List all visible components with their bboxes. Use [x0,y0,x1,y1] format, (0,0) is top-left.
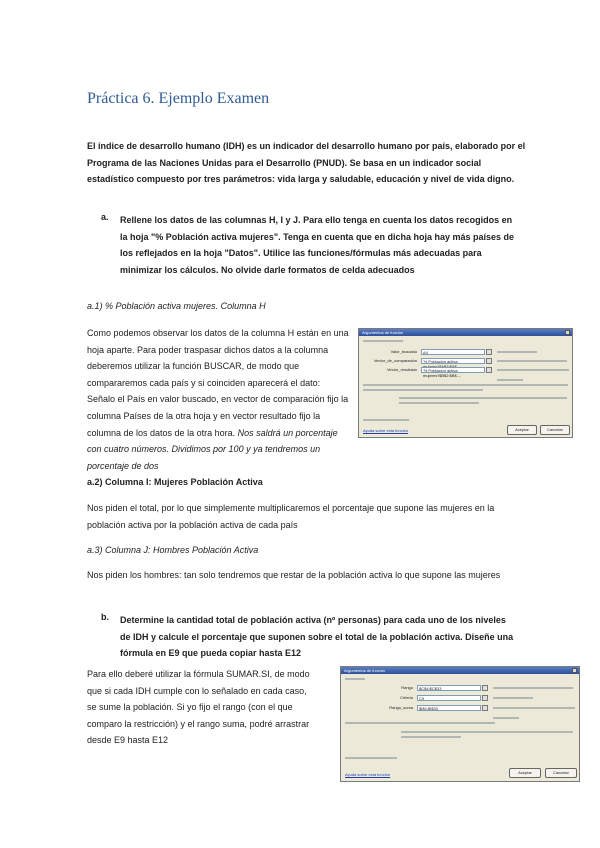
section-a1-text: Como podemos observar los datos de la columna H están en una hoja aparte. Para poder traspasar dichos datos a la columna deberemos utilizar la función BUSCAR, de modo que compararemos cada país y si coinciden aparecerá el dato: Señalo el País en valor buscado, en vector de comparación fijo la columna Países de la otra hoja y en vector resultado fijo la columna de los datos de la otra hora. [87,328,349,438]
ok-button[interactable]: Aceptar [509,768,541,778]
collapse-icon[interactable] [482,685,488,691]
item-b-marker: b. [101,612,109,622]
help-link[interactable]: Ayuda sobre esta función [345,772,391,777]
field-label: Rango_suma [389,705,413,710]
cancel-button[interactable]: Cancelar [545,768,577,778]
section-a1-italic: Nos saldrá un porcentaje con cuatro números. Dividimos por 100 y ya tendremos un porcentaje de dos [87,427,338,471]
collapse-icon[interactable] [486,367,492,373]
field-label: Criterio [400,695,413,700]
item-b-text: Determine la cantidad total de población activa (nº personas) para cada uno de los niveles de IDH y calcule el porcentaje que suponen sobre el total de la población activa. Diseñe una fórmula en E9 que pueda copiar hasta E12 [120,615,514,659]
field-label: Valor_buscado [390,349,417,354]
intro-paragraph: El índice de desarrollo humano (IDH) es un indicador del desarrollo humano por país, elaborado por el Programa de las Naciones Unidas para el Desarrollo (PNUD). Se basa en un indicador social estadístico compuesto por tres parámetros: vida larga y saludable, educación y nivel de vida digno. [87,141,526,185]
item-a-text: Rellene los datos de las columnas H, I y J. Para ello tenga en cuenta los datos recogidos en la hoja "% Población activa mujeres". Tenga en cuenta que en dicha hoja hay más países de los reflejados en la hoja "Datos". Utilice las funciones/fórmulas más adecuadas para minimizar los cálculos. No olvide darle formatos de celda adecuados [120,215,514,275]
field-input[interactable]: '% Población activa [421,358,485,364]
cancel-button[interactable]: Cancelar [540,425,570,435]
section-a1-paragraph [87,325,349,474]
dialog-title: Argumentos de función [362,330,404,335]
section-a3-heading: a.3) Columna J: Hombres Población Activa [87,545,259,555]
field-input[interactable]: '% Población activa mujeres'!$B$2:$B$.... [421,367,485,373]
field-input[interactable]: A4 [421,349,485,355]
section-a2-heading: a.2) Columna I: Mujeres Población Activa [87,477,263,487]
function-arguments-dialog-buscar [358,328,573,438]
section-a3-paragraph: Nos piden los hombres: tan solo tendremos que restar de la población activa lo que supone las mujeres [87,570,501,580]
collapse-icon[interactable] [486,349,492,355]
field-label: Rango [401,685,413,690]
section-a2-paragraph: Nos piden el total, por lo que simplemente multiplicaremos el porcentaje que supone las mujeres en la población activa por la población activa de cada país [87,503,495,530]
dialog-title: Argumentos de función [344,668,386,673]
collapse-icon[interactable] [482,695,488,701]
close-icon[interactable] [565,330,570,335]
section-b-paragraph: Para ello deberé utilizar la fórmula SUMAR.SI, de modo que si cada IDH cumple con lo señalado en cada caso, se sume la población. Si yo fijo el rango (con el que comparo la restricción) y el rango suma, podré arrastrar desde E9 hasta E12 [87,669,310,746]
field-input[interactable]: C9 [417,695,481,701]
item-a-marker: a. [101,212,109,222]
dialog-title-bar [359,329,572,336]
page-title: Práctica 6. Ejemplo Examen [87,90,270,107]
collapse-icon[interactable] [486,358,492,364]
field-label: Vector_resultado [386,367,417,372]
section-a1-heading: a.1) % Población activa mujeres. Columna H [87,301,266,311]
function-arguments-dialog-sumarsi [340,666,580,782]
field-input[interactable]: $I$4:$I$33 [417,705,481,711]
field-label: Vector_de_comparación [373,358,417,363]
dialog-title-bar [341,667,579,674]
collapse-icon[interactable] [482,705,488,711]
close-icon[interactable] [572,668,577,673]
help-link[interactable]: Ayuda sobre esta función [363,428,409,433]
field-input[interactable]: $C$4:$C$33 [417,685,481,691]
ok-button[interactable]: Aceptar [507,425,537,435]
